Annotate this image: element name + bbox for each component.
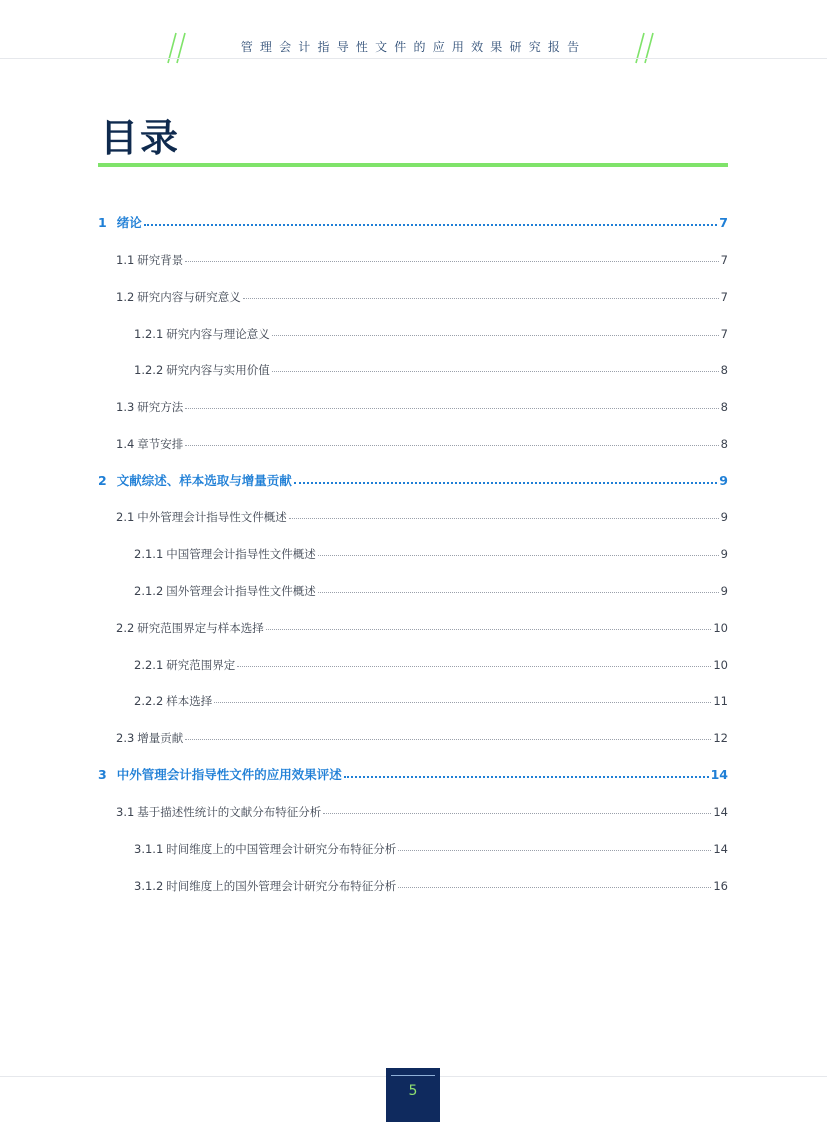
toc-entry-page: 7 bbox=[720, 327, 728, 341]
toc-entry-section[interactable] bbox=[116, 728, 728, 748]
dot-leader bbox=[243, 297, 719, 299]
dot-leader bbox=[272, 334, 719, 336]
toc-entry-number: 1.2 bbox=[116, 290, 135, 304]
toc-entry-label: 研究范围界定与样本选择 bbox=[137, 621, 264, 635]
header-divider bbox=[0, 58, 827, 59]
toc-entry-section[interactable] bbox=[116, 434, 728, 454]
toc-entry-subsection[interactable] bbox=[134, 360, 728, 380]
toc-entry-label: 绪论 bbox=[116, 215, 142, 230]
toc-heading: 目录 bbox=[100, 116, 181, 160]
toc-entry-chapter[interactable] bbox=[98, 213, 728, 233]
toc-entry-subsection[interactable] bbox=[134, 655, 728, 675]
toc-entry-number: 1.1 bbox=[116, 253, 135, 267]
toc-entry-page: 9 bbox=[720, 547, 728, 561]
toc-entry-chapter[interactable] bbox=[98, 471, 728, 491]
toc-entry-label: 中国管理会计指导性文件概述 bbox=[166, 547, 316, 561]
toc-entry-subsection[interactable] bbox=[134, 839, 728, 859]
toc-entry-subsection[interactable] bbox=[134, 324, 728, 344]
dot-leader bbox=[214, 701, 711, 703]
toc-entry-number: 2.3 bbox=[116, 731, 135, 745]
dot-leader bbox=[237, 665, 711, 667]
toc-entry-label: 中外管理会计指导性文件的应用效果评述 bbox=[116, 767, 342, 782]
title-underline bbox=[98, 163, 728, 167]
toc-entry-label: 基于描述性统计的文献分布特征分析 bbox=[137, 805, 322, 819]
dot-leader bbox=[398, 849, 711, 851]
toc-entry-page: 8 bbox=[720, 400, 728, 414]
dot-leader bbox=[185, 444, 718, 446]
toc-entry-page: 10 bbox=[713, 658, 728, 672]
toc-entry-page: 14 bbox=[713, 842, 728, 856]
toc-entry-label: 中外管理会计指导性文件概述 bbox=[137, 510, 287, 524]
toc-entry-label: 研究内容与实用价值 bbox=[166, 363, 270, 377]
dot-leader bbox=[344, 775, 709, 778]
page-number: 5 bbox=[408, 1083, 418, 1099]
toc-entry-subsection[interactable] bbox=[134, 691, 728, 711]
dot-leader bbox=[185, 260, 718, 262]
toc-entry-label: 研究范围界定 bbox=[166, 658, 236, 672]
dot-leader bbox=[266, 628, 712, 630]
toc-entry-label: 文献综述、样本选取与增量贡献 bbox=[116, 473, 292, 488]
toc-entry-number: 1.2.1 bbox=[134, 327, 164, 341]
dot-leader bbox=[185, 738, 711, 740]
toc-entry-number: 1.4 bbox=[116, 437, 135, 451]
toc-entry-number: 2.1.1 bbox=[134, 547, 164, 561]
toc-entry-page: 16 bbox=[713, 879, 728, 893]
toc-entry-page: 9 bbox=[720, 584, 728, 598]
dot-leader bbox=[323, 812, 711, 814]
toc-entry-number: 2.2.1 bbox=[134, 658, 164, 672]
toc-entry-number: 3.1.2 bbox=[134, 879, 164, 893]
toc-entry-label: 研究内容与理论意义 bbox=[166, 327, 270, 341]
toc-entry-label: 研究内容与研究意义 bbox=[137, 290, 241, 304]
toc-entry-page: 14 bbox=[713, 805, 728, 819]
toc-entry-section[interactable] bbox=[116, 397, 728, 417]
dot-leader bbox=[318, 554, 719, 556]
toc-entry-label: 时间维度上的中国管理会计研究分布特征分析 bbox=[166, 842, 397, 856]
toc-entry-number: 1.2.2 bbox=[134, 363, 164, 377]
toc-entry-number: 2.1 bbox=[116, 510, 135, 524]
toc-entry-label: 研究背景 bbox=[137, 253, 184, 267]
dot-leader bbox=[289, 517, 719, 519]
toc-entry-section[interactable] bbox=[116, 507, 728, 527]
slash-decoration-icon bbox=[634, 32, 656, 64]
toc-entry-section[interactable] bbox=[116, 250, 728, 270]
toc-entry-section[interactable] bbox=[116, 802, 728, 822]
page-box-accent-line bbox=[391, 1075, 435, 1076]
toc-entry-label: 国外管理会计指导性文件概述 bbox=[166, 584, 316, 598]
toc-entry-label: 研究方法 bbox=[137, 400, 184, 414]
toc-entry-page: 14 bbox=[710, 767, 728, 782]
toc-entry-page: 9 bbox=[719, 473, 728, 488]
toc-entry-page: 9 bbox=[720, 510, 728, 524]
toc-entry-number: 1 bbox=[98, 215, 107, 230]
toc-entry-page: 8 bbox=[720, 363, 728, 377]
toc-entry-page: 11 bbox=[713, 694, 728, 708]
dot-leader bbox=[144, 223, 718, 226]
toc-entry-label: 章节安排 bbox=[137, 437, 184, 451]
report-title: 管理会计指导性文件的应用效果研究报告 bbox=[240, 40, 587, 54]
toc-entry-number: 2 bbox=[98, 473, 107, 488]
toc-entry-page: 8 bbox=[720, 437, 728, 451]
toc-entry-page: 7 bbox=[720, 290, 728, 304]
toc-entry-label: 时间维度上的国外管理会计研究分布特征分析 bbox=[166, 879, 397, 893]
page-header bbox=[0, 0, 827, 60]
dot-leader bbox=[398, 886, 711, 888]
toc-entry-number: 3.1.1 bbox=[134, 842, 164, 856]
toc-entry-number: 2.2 bbox=[116, 621, 135, 635]
toc-entry-section[interactable] bbox=[116, 287, 728, 307]
toc-entry-section[interactable] bbox=[116, 618, 728, 638]
toc-entry-subsection[interactable] bbox=[134, 876, 728, 896]
toc-entry-label: 样本选择 bbox=[166, 694, 213, 708]
toc-entry-number: 1.3 bbox=[116, 400, 135, 414]
toc-entry-number: 2.1.2 bbox=[134, 584, 164, 598]
toc-entry-page: 7 bbox=[720, 253, 728, 267]
toc-entry-page: 12 bbox=[713, 731, 728, 745]
toc-entry-label: 增量贡献 bbox=[137, 731, 184, 745]
toc-entry-chapter[interactable] bbox=[98, 765, 728, 785]
dot-leader bbox=[272, 370, 719, 372]
dot-leader bbox=[294, 481, 718, 484]
dot-leader bbox=[185, 407, 718, 409]
toc-entry-page: 10 bbox=[713, 621, 728, 635]
toc-entry-subsection[interactable] bbox=[134, 581, 728, 601]
toc-entry-subsection[interactable] bbox=[134, 544, 728, 564]
toc-entry-number: 3.1 bbox=[116, 805, 135, 819]
toc-entry-number: 3 bbox=[98, 767, 107, 782]
dot-leader bbox=[318, 591, 719, 593]
toc-entry-page: 7 bbox=[719, 215, 728, 230]
toc-entry-number: 2.2.2 bbox=[134, 694, 164, 708]
